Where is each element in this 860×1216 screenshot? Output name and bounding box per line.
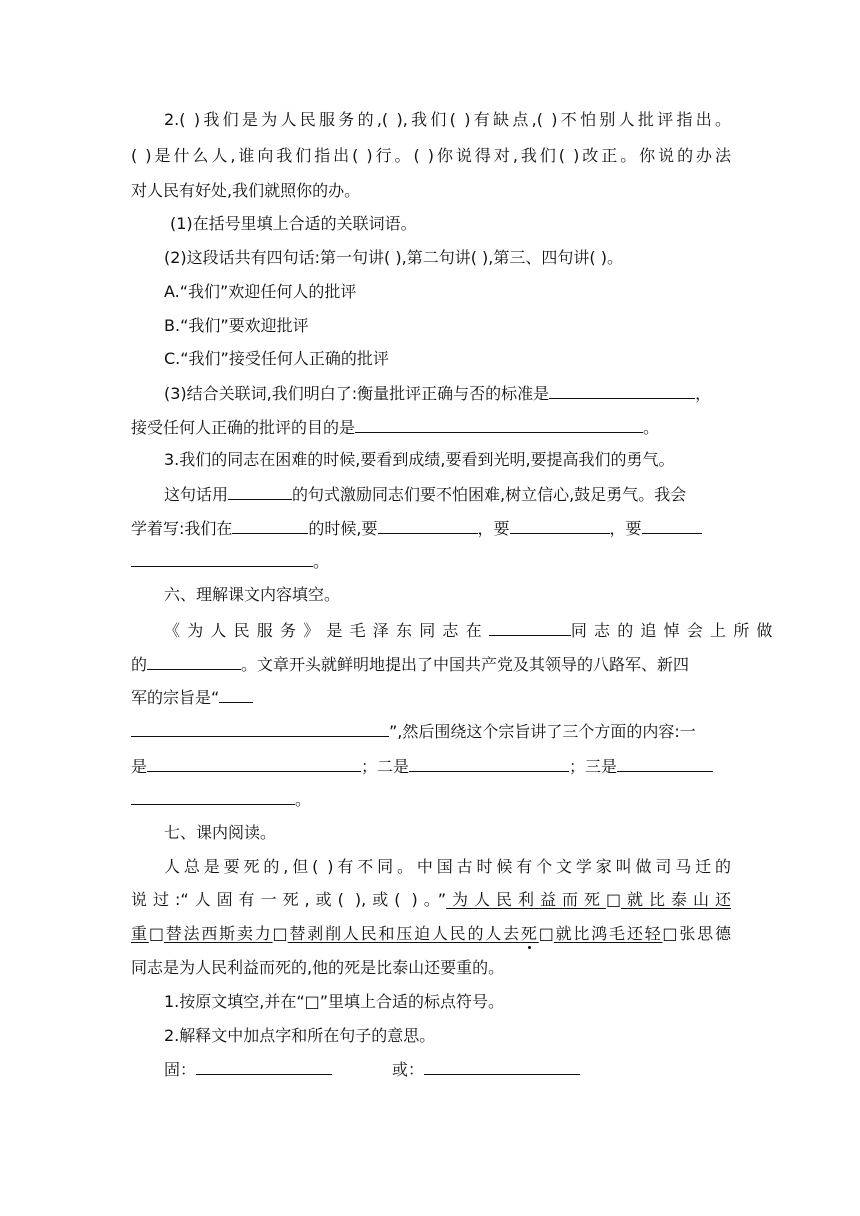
answer-blank[interactable] bbox=[489, 620, 571, 636]
q3-line-4 bbox=[131, 551, 731, 572]
q2-sub-3-line-2 bbox=[131, 417, 731, 438]
label-huo: 或： bbox=[392, 1060, 425, 1079]
underlined-sentence bbox=[131, 924, 678, 943]
sec6-line-1 bbox=[164, 620, 780, 641]
sec7-answer-line bbox=[164, 1059, 731, 1080]
q3-text: 的时候,要 bbox=[308, 519, 378, 538]
sec7-para-line-2 bbox=[131, 890, 731, 910]
answer-blank[interactable] bbox=[147, 756, 361, 772]
answer-blank-gu[interactable] bbox=[196, 1059, 332, 1075]
sec7-para-line-4: 同志是为人民利益而死的,他的死是比泰山还要重的。 bbox=[131, 958, 505, 977]
sec6-text: ”,然后围绕这个宗旨讲了三个方面的内容:一 bbox=[389, 722, 696, 741]
label-gu: 固： bbox=[164, 1060, 197, 1079]
period: 。 bbox=[313, 552, 330, 571]
sec6-text: ；二是 bbox=[361, 757, 410, 776]
punctuation-box[interactable]: □ bbox=[605, 890, 622, 909]
q3-text: 的句式激励同志们要不怕困难,树立信心,鼓足勇气。我会 bbox=[292, 485, 687, 504]
q2-line-2: ( )是什么人,谁向我们指出( )行。( )你说得对,我们( )改正。你说的办法 bbox=[131, 146, 731, 165]
answer-blank[interactable] bbox=[219, 687, 253, 703]
q2-sub-3-text: (3)结合关联词,我们明白了:衡量批评正确与否的标准是 bbox=[164, 384, 550, 403]
answer-blank[interactable] bbox=[147, 654, 241, 670]
answer-blank[interactable] bbox=[131, 789, 295, 805]
sec7-text: 替法西斯卖力 bbox=[163, 924, 273, 943]
sec7-text: 就比泰山还 bbox=[621, 890, 731, 909]
sec6-text: 《为人民服务》是毛泽东同志在 bbox=[164, 621, 489, 640]
sec7-question-1: 1.按原文填空,并在“□”里填上合适的标点符号。 bbox=[164, 992, 505, 1011]
section-7-title: 七、课内阅读。 bbox=[164, 823, 277, 842]
sec6-text: 同志的追悼会上所做 bbox=[570, 621, 780, 640]
sec6-line-2 bbox=[131, 654, 731, 675]
sec7-question-2: 2.解释文中加点字和所在句子的意思。 bbox=[164, 1026, 436, 1045]
period: 。 bbox=[643, 418, 660, 437]
sec7-text: 张思德 bbox=[677, 924, 731, 943]
sec6-text: ；三是 bbox=[569, 757, 618, 776]
answer-blank[interactable] bbox=[549, 383, 695, 399]
q2-option-c: C.“我们”接受任何人正确的批评 bbox=[164, 349, 389, 368]
sec7-text: 为人民利益而死 bbox=[446, 890, 606, 909]
q2-sub-2: (2)这段话共有四句话:第一句讲( ),第二句讲( ),第三、四句讲( )。 bbox=[164, 248, 623, 267]
answer-blank-huo[interactable] bbox=[424, 1059, 580, 1075]
q3-line-3 bbox=[131, 518, 731, 539]
q2-sub-3-line-1 bbox=[164, 383, 731, 404]
sec6-text: 是 bbox=[131, 757, 148, 776]
comma: ， bbox=[695, 384, 712, 403]
sec7-para-line-3 bbox=[131, 924, 731, 944]
period: 。 bbox=[295, 790, 312, 809]
q2-option-a: A.“我们”欢迎任何人的批评 bbox=[164, 282, 357, 301]
answer-blank[interactable] bbox=[409, 756, 569, 772]
q2-option-b: B.“我们”要欢迎批评 bbox=[164, 316, 309, 335]
dotted-char: 死 bbox=[520, 924, 539, 943]
punctuation-box[interactable]: □ bbox=[662, 924, 678, 943]
answer-blank[interactable] bbox=[617, 756, 713, 772]
punctuation-box[interactable]: □ bbox=[148, 924, 164, 943]
q2-line-3: 对人民有好处,我们就照你的办。 bbox=[131, 181, 361, 200]
q3-text: 这句话用 bbox=[164, 485, 229, 504]
sec7-para-line-1: 人总是要死的,但( )有不同。中国古时候有个文学家叫做司马迁的 bbox=[164, 857, 731, 876]
answer-blank[interactable] bbox=[378, 518, 478, 534]
sec6-line-6 bbox=[131, 789, 731, 810]
q3-line-2 bbox=[164, 484, 731, 505]
section-6-title: 六、理解课文内容填空。 bbox=[164, 585, 341, 604]
sec6-line-5 bbox=[131, 756, 731, 777]
answer-blank[interactable] bbox=[131, 721, 389, 737]
q2-line-1: 2.( )我们是为人民服务的,( ),我们( )有缺点,( )不怕别人批评指出。 bbox=[164, 110, 731, 129]
punctuation-box[interactable]: □ bbox=[272, 924, 288, 943]
sec7-text: 说过:“人固有一死,或( ),或( )。” bbox=[131, 890, 447, 909]
sec6-text: 。文章开头就鲜明地提出了中国共产党及其领导的八路军、新四 bbox=[241, 655, 690, 674]
q3-text: ，要 bbox=[609, 519, 642, 538]
sec6-text: 军的宗旨是“ bbox=[131, 688, 220, 707]
answer-blank[interactable] bbox=[642, 518, 702, 534]
answer-blank[interactable] bbox=[232, 518, 308, 534]
sec6-text: 的 bbox=[131, 655, 148, 674]
answer-blank[interactable] bbox=[355, 417, 643, 433]
sec7-text: 替剥削人民和压迫人民的人去 bbox=[287, 924, 521, 943]
sec6-line-4 bbox=[131, 721, 731, 742]
answer-blank[interactable] bbox=[131, 551, 313, 567]
q3-line-1: 3.我们的同志在困难的时候,要看到成绩,要看到光明,要提高我们的勇气。 bbox=[164, 450, 675, 469]
answer-blank[interactable] bbox=[228, 484, 292, 500]
answer-blank[interactable] bbox=[510, 518, 610, 534]
q3-text: ，要 bbox=[477, 519, 510, 538]
q2-sub-1: (1)在括号里填上合适的关联词语。 bbox=[170, 214, 417, 233]
q2-sub-3-text-2: 接受任何人正确的批评的目的是 bbox=[131, 418, 356, 437]
sec7-text: 重 bbox=[131, 924, 149, 943]
q3-text: 学着写:我们在 bbox=[131, 519, 233, 538]
sec7-text: 就比鸿毛还轻 bbox=[553, 924, 663, 943]
underlined-sentence bbox=[446, 890, 731, 909]
sec6-line-3 bbox=[131, 687, 731, 708]
punctuation-box[interactable]: □ bbox=[538, 924, 554, 943]
